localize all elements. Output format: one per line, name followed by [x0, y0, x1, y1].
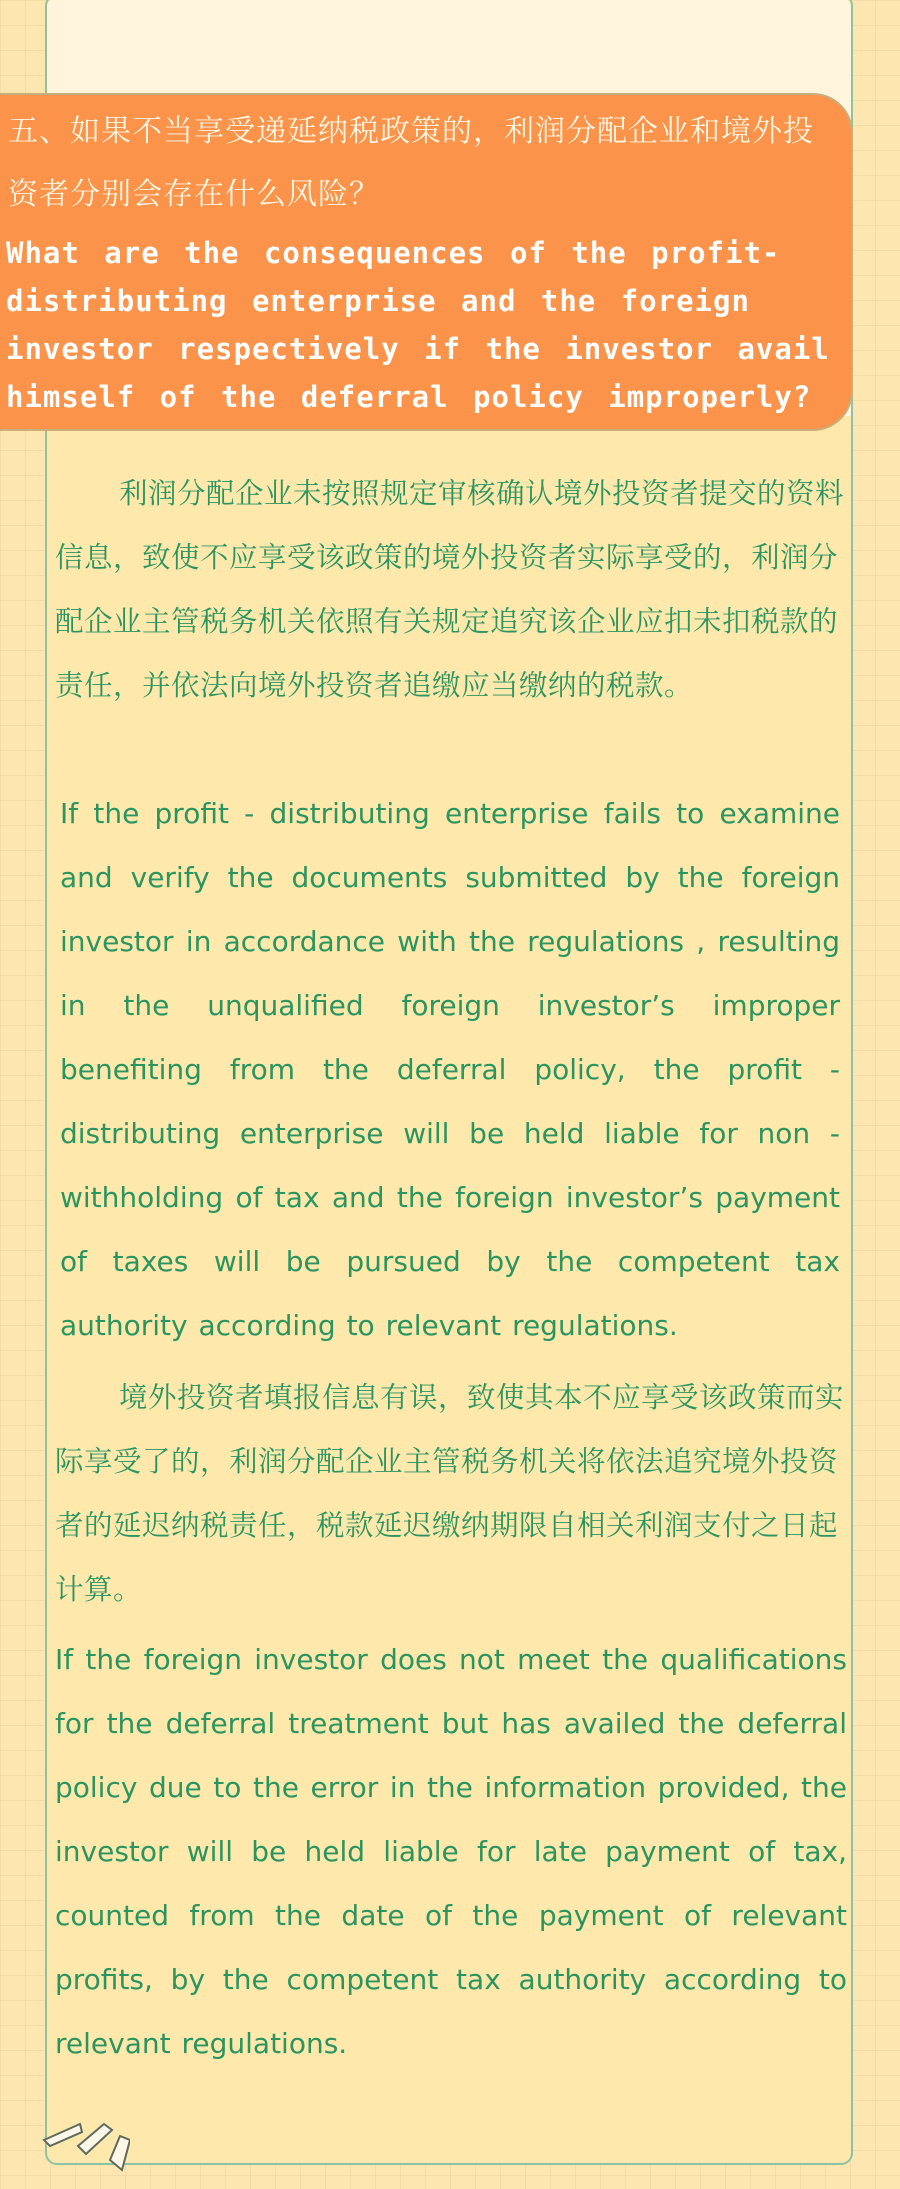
question-title-en: What are the consequences of the profit-distributing enterprise and the foreign investor respectively if the investor avail himself of the deferral policy improperly? — [6, 236, 830, 414]
answer-paragraph-1-cn: 利润分配企业未按照规定审核确认境外投资者提交的资料信息，致使不应享受该政策的境外投资者实际享受的，利润分配企业主管税务机关依照有关规定追究该企业应扣未扣税款的责任，并依法向境外投资者追缴应当缴纳的税款。 — [55, 478, 845, 702]
question-title-cn: 五、如果不当享受递延纳税政策的，利润分配企业和境外投资者分别会存在什么风险？ — [8, 114, 814, 212]
answer-paragraph-2-cn: 境外投资者填报信息有误，致使其本不应享受该政策而实际享受了的，利润分配企业主管税务机关将依法追究境外投资者的延迟纳税责任，税款延迟缴纳期限自相关利润支付之日起计算。 — [55, 1382, 845, 1606]
answer-paragraph-2-en: If the foreign investor does not meet the qualifications for the deferral treatment but has availed the deferral policy due to the error in the information provided, the investor will be held liable for late payment of tax, counted from the date of the payment of relevant profits, by the competent tax authority according to relevant regulations. — [55, 1643, 847, 2060]
sparkle-lines-icon — [40, 2110, 130, 2180]
answer-paragraph-1-en: If the profit - distributing enterprise fails to examine and verify the documents submitted by the foreign investor in accordance with the regulations , resulting in the unqualified foreign investor’s improper benefiting from the deferral policy, the profit - distributing enterprise will be held liable for non - withholding of tax and the foreign investor’s payment of taxes will be pursued by the competent tax authority according to relevant regulations. — [60, 797, 840, 1342]
question-banner — [0, 93, 853, 431]
